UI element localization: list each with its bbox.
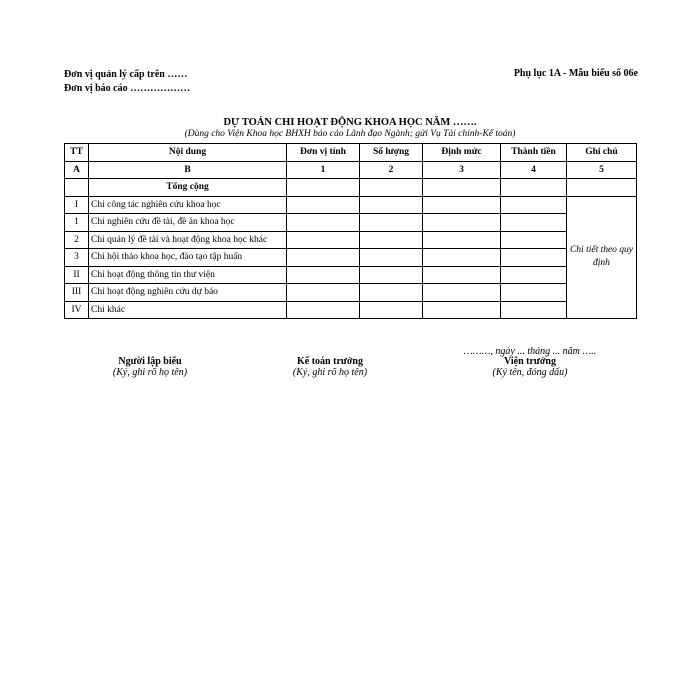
empty-cell	[287, 284, 360, 302]
empty-cell	[287, 179, 360, 197]
table-row	[65, 249, 637, 267]
document-title: DỰ TOÁN CHI HOẠT ĐỘNG KHOA HỌC NĂM …….	[223, 117, 477, 128]
row-content: Chi quản lý đề tài và hoạt động khoa học khác	[89, 231, 287, 249]
table-row	[65, 214, 637, 232]
empty-cell	[423, 214, 501, 232]
row-number: II	[65, 266, 89, 284]
empty-cell	[360, 214, 423, 232]
empty-cell	[501, 179, 567, 197]
empty-cell	[287, 231, 360, 249]
table-row	[65, 301, 637, 319]
code-cell: 4	[501, 161, 567, 179]
director-signature	[450, 356, 610, 378]
preparer-signature	[70, 356, 230, 378]
empty-cell	[423, 196, 501, 214]
budget-table	[64, 143, 637, 319]
row-number: I	[65, 196, 89, 214]
superior-unit-line: Đơn vị quản lý cấp trên ……	[64, 69, 188, 80]
header-left	[64, 68, 190, 96]
row-number: IV	[65, 301, 89, 319]
row-content: Chi hoạt động nghiên cứu dự báo	[89, 284, 287, 302]
empty-cell	[360, 301, 423, 319]
appendix-label: Phụ lục 1A - Mẫu biểu số 06e	[513, 68, 638, 79]
table-row	[65, 284, 637, 302]
col-header-norm: Định mức	[423, 144, 501, 162]
preparer-role: Người lập biểu	[118, 356, 182, 367]
empty-cell	[501, 231, 567, 249]
empty-cell	[360, 249, 423, 267]
row-content: Chi công tác nghiên cứu khoa học	[89, 196, 287, 214]
table-row	[65, 266, 637, 284]
row-number: III	[65, 284, 89, 302]
empty-cell	[287, 266, 360, 284]
code-cell: 1	[287, 161, 360, 179]
accountant-hint: (Ký, ghi rõ họ tên)	[292, 367, 368, 378]
empty-cell	[423, 179, 501, 197]
empty-cell	[287, 301, 360, 319]
table-row	[65, 196, 637, 214]
row-content: Chi hội thảo khoa học, đào tạo tập huấn	[89, 249, 287, 267]
row-content: Chi khác	[89, 301, 287, 319]
code-cell: 3	[423, 161, 501, 179]
empty-cell	[287, 196, 360, 214]
code-cell: 2	[360, 161, 423, 179]
code-cell: A	[65, 161, 89, 179]
empty-cell	[501, 214, 567, 232]
reporting-unit-line: Đơn vị báo cáo ………………	[64, 83, 191, 94]
director-role: Viện trưởng	[504, 356, 556, 367]
accountant-role: Kế toán trưởng	[297, 356, 363, 367]
empty-cell	[567, 179, 637, 197]
col-header-amount: Thành tiền	[501, 144, 567, 162]
code-cell: 5	[567, 161, 637, 179]
col-header-note: Ghi chú	[567, 144, 637, 162]
empty-cell	[360, 196, 423, 214]
empty-cell	[423, 284, 501, 302]
table-header-row	[65, 144, 637, 162]
empty-cell	[423, 266, 501, 284]
col-header-quantity: Số lượng	[360, 144, 423, 162]
row-number: 3	[65, 249, 89, 267]
row-content: Chi nghiên cứu đề tài, đề án khoa học	[89, 214, 287, 232]
row-number: 1	[65, 214, 89, 232]
col-header-tt: TT	[65, 144, 89, 162]
empty-cell	[501, 301, 567, 319]
empty-cell	[501, 266, 567, 284]
empty-cell	[287, 249, 360, 267]
total-row	[65, 179, 637, 197]
empty-cell	[501, 196, 567, 214]
code-cell: B	[89, 161, 287, 179]
preparer-hint: (Ký, ghi rõ họ tên)	[112, 367, 188, 378]
total-label: Tổng cộng	[89, 179, 287, 197]
empty-cell	[501, 249, 567, 267]
empty-cell	[65, 179, 89, 197]
row-number: 2	[65, 231, 89, 249]
empty-cell	[423, 301, 501, 319]
empty-cell	[501, 284, 567, 302]
empty-cell	[360, 231, 423, 249]
row-content: Chi hoạt động thông tin thư viện	[89, 266, 287, 284]
table-row	[65, 231, 637, 249]
document-subtitle: (Dùng cho Viện Khoa học BHXH báo cáo Lãnh đạo Ngành; gửi Vụ Tài chính-Kế toán)	[184, 129, 516, 139]
date-line: ………, ngày ... tháng ... năm …..	[463, 346, 597, 357]
empty-cell	[287, 214, 360, 232]
empty-cell	[360, 284, 423, 302]
col-header-unit: Đơn vị tính	[287, 144, 360, 162]
note-cell: Chi tiết theo quy định	[567, 196, 637, 319]
empty-cell	[423, 249, 501, 267]
empty-cell	[423, 231, 501, 249]
empty-cell	[360, 266, 423, 284]
accountant-signature	[250, 356, 410, 378]
table-code-row	[65, 161, 637, 179]
empty-cell	[360, 179, 423, 197]
col-header-content: Nội dung	[89, 144, 287, 162]
director-hint: (Ký tên, đóng dấu)	[492, 367, 568, 378]
